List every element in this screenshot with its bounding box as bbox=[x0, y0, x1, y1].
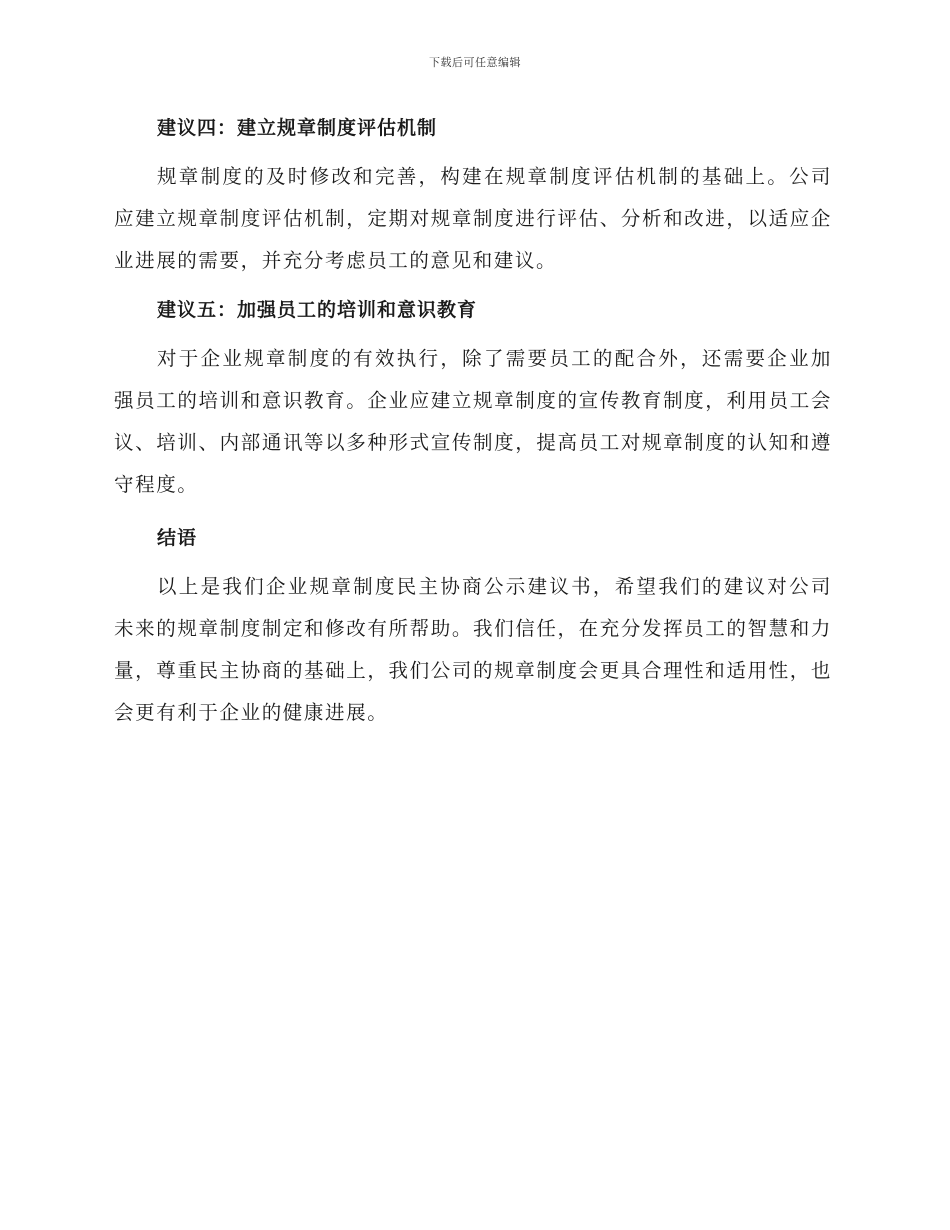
document-body bbox=[114, 110, 832, 734]
section-heading-suggestion-4: 建议四：建立规章制度评估机制 bbox=[157, 117, 438, 139]
section-paragraph-suggestion-4: 规章制度的及时修改和完善，构建在规章制度评估机制的基础上。公司应建立规章制度评估机制，定期对规章制度进行评估、分析和改进，以适应企业进展的需要，并充分考虑员工的意见和建议。 bbox=[114, 165, 832, 272]
page-header-note: 下载后可任意编辑 bbox=[429, 56, 521, 69]
section-paragraph-conclusion: 以上是我们企业规章制度民主协商公示建议书，希望我们的建议对公司未来的规章制度制定和修改有所帮助。我们信任，在充分发挥员工的智慧和力量，尊重民主协商的基础上，我们公司的规章制度会更具合理性和适用性，也会更有利于企业的健康进展。 bbox=[114, 575, 832, 724]
section-heading-conclusion: 结语 bbox=[157, 527, 198, 549]
section-paragraph-suggestion-5: 对于企业规章制度的有效执行，除了需要员工的配合外，还需要企业加强员工的培训和意识教育。企业应建立规章制度的宣传教育制度，利用员工会议、培训、内部通讯等以多种形式宣传制度，提高员工对规章制度的认知和遵守程度。 bbox=[114, 347, 832, 496]
section-heading-suggestion-5: 建议五：加强员工的培训和意识教育 bbox=[157, 299, 478, 321]
